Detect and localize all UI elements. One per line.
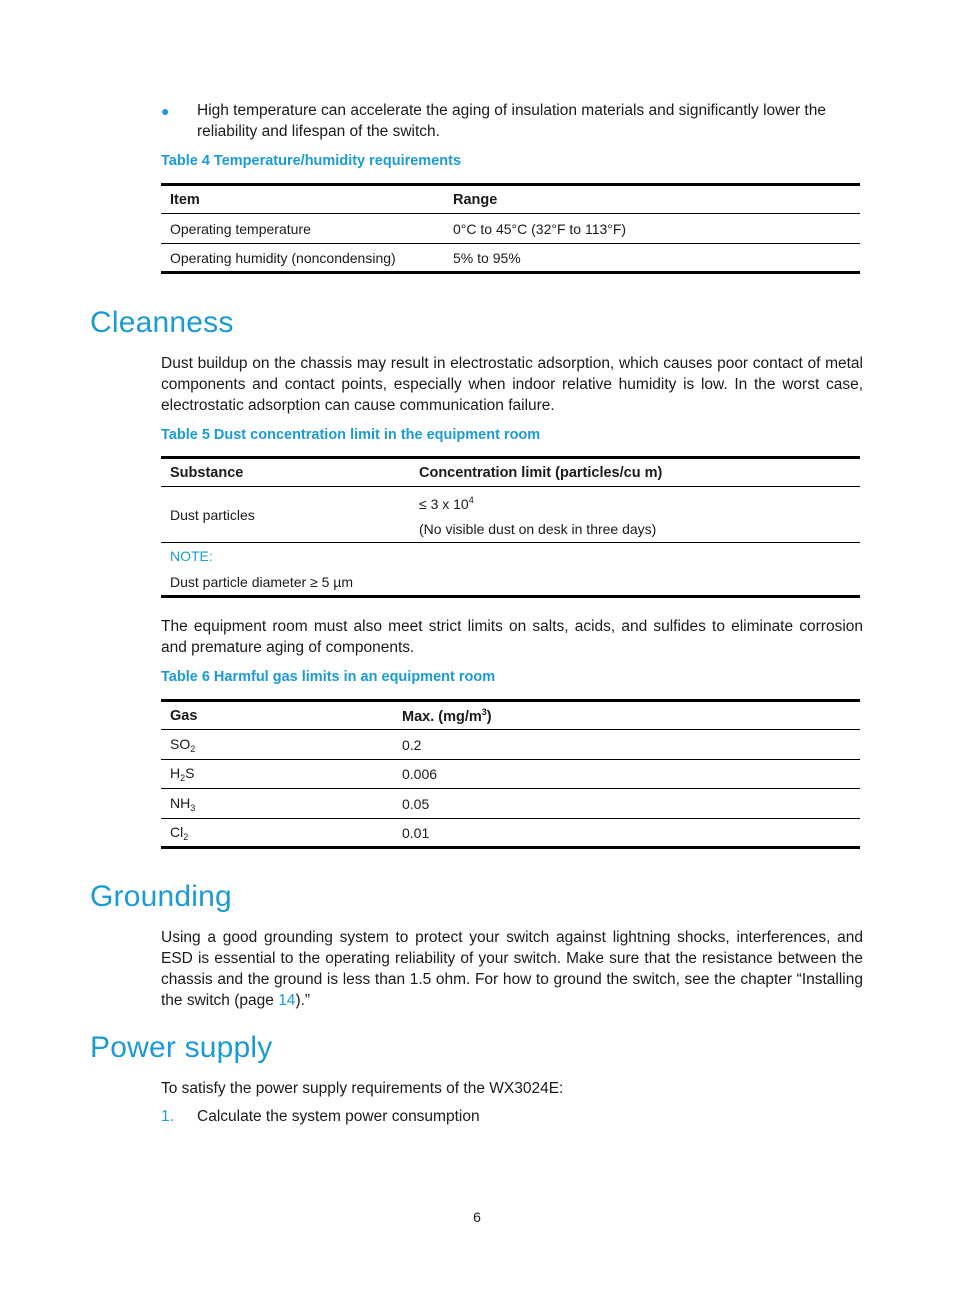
table5-limit xyxy=(410,487,860,543)
table4-cell: Operating temperature xyxy=(161,214,444,244)
page-number: 6 xyxy=(473,1209,481,1225)
bullet-text: High temperature can accelerate the aging of insulation materials and significantly lower the reliability and lifespan of the switch. xyxy=(197,102,826,140)
limit-note: (No visible dust on desk in three days) xyxy=(419,520,657,537)
corrosion-paragraph: The equipment room must also meet strict limits on salts, acids, and sulfides to eliminate corrosion and premature aging of components. xyxy=(161,618,863,656)
bullet-icon: ● xyxy=(161,103,170,119)
gas-name: $Cl_2$ xyxy=(170,823,189,842)
table4-header-range: Range xyxy=(444,185,860,214)
table5-header-limit: Concentration limit (particles/cu m) xyxy=(410,458,860,487)
table5-substance: Dust particles xyxy=(161,487,410,543)
gas-name: $SO_2$ xyxy=(161,730,393,760)
table5-header-substance: Substance xyxy=(161,458,410,487)
table6 xyxy=(161,699,860,849)
table6-header-max: Max. $(mg/m^3)$ xyxy=(393,701,860,730)
gas-max: 0.2 xyxy=(393,730,860,760)
cleanness-paragraph: Dust buildup on the chassis may result in electrostatic adsorption, which causes poor contact of metal components and contact points, especially when indoor relative humidity is low. In the worst case, electrostatic adsorption can cause communication failure. xyxy=(161,355,863,414)
note-text: Dust particle diameter ≥ 5 µm xyxy=(170,574,354,590)
gas-name: $H_2S$ xyxy=(161,760,393,789)
table4-header-item: Item xyxy=(161,185,444,214)
cleanness-heading: Cleanness xyxy=(90,306,234,339)
page-link[interactable]: 14 xyxy=(278,992,296,1009)
table6-caption: Table 6 Harmful gas limits in an equipment room xyxy=(161,669,496,685)
table4-cell: Operating humidity (noncondensing) xyxy=(170,249,396,266)
table4-cell: 0°C to 45°C (32°F to 113°F) xyxy=(444,214,860,244)
table5-caption: Table 5 Dust concentration limit in the equipment room xyxy=(161,427,541,443)
grounding-heading: Grounding xyxy=(90,880,232,913)
limit-value: ≤ 3 x 10 xyxy=(419,495,469,512)
gas-name: $NH_3$ xyxy=(161,789,393,819)
note-label: NOTE: xyxy=(170,548,213,564)
table4-caption: Table 4 Temperature/humidity requirements xyxy=(161,153,462,169)
table4-cell: 5% to 95% xyxy=(453,249,521,266)
step-text: Calculate the system power consumption xyxy=(197,1108,480,1125)
table6-header-gas: Gas xyxy=(161,701,393,730)
step-number: 1. xyxy=(161,1108,174,1125)
grounding-paragraph: Using a good grounding system to protect your switch against lightning shocks, interferences, and ESD is essential to the operating reliability of your switch. Make sure that the resistance between the chassis and the ground is less than 1.5 ohm. For how to ground the switch, see the chapter “Installing the switch (page 14).” xyxy=(161,929,863,1009)
table5-note xyxy=(161,543,860,597)
table5 xyxy=(161,456,860,598)
limit-exponent: 4 xyxy=(468,494,474,505)
table4 xyxy=(161,183,860,274)
power-heading: Power supply xyxy=(90,1031,273,1064)
gas-max: 0.05 xyxy=(393,789,860,819)
gas-max: 0.01 xyxy=(402,824,430,841)
gas-max: 0.006 xyxy=(393,760,860,789)
power-intro: To satisfy the power supply requirements of the WX3024E: xyxy=(161,1080,564,1097)
